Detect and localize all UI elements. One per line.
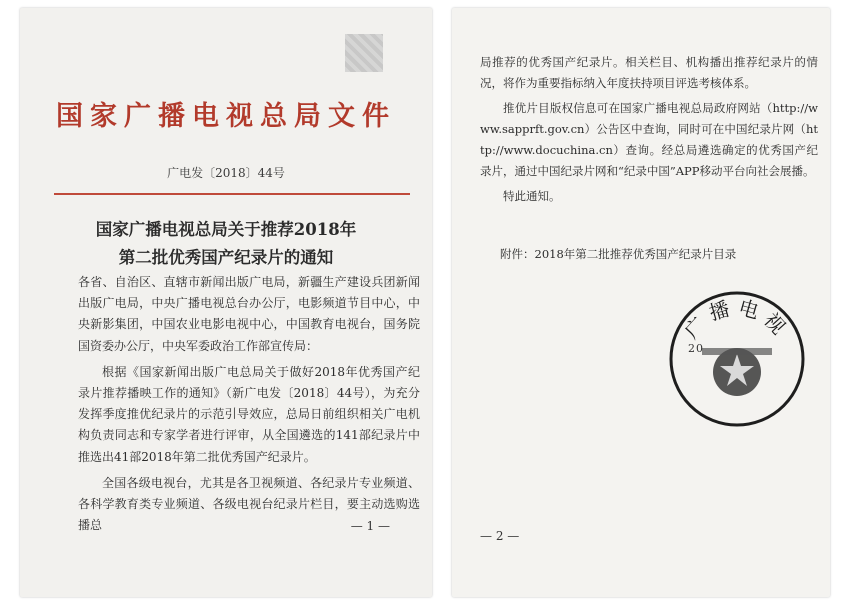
seal-emblem-icon <box>662 284 812 434</box>
document-number: 广电发〔2018〕44号 <box>167 166 285 180</box>
issue-date-partial: 20 <box>688 342 704 355</box>
document-page-2 <box>452 8 830 597</box>
document-header: 国家广播电视总局文件 <box>56 101 396 132</box>
seal-arc-text: 广播电视 <box>679 294 795 344</box>
red-divider <box>54 193 410 195</box>
official-seal <box>662 284 812 434</box>
document-page-1 <box>20 8 432 597</box>
page-number-2: — 2 — <box>480 529 520 543</box>
body-paragraph-4: 特此通知。 <box>503 189 561 203</box>
body-paragraph-1: 根据《国家新闻出版广电总局关于做好2018年优秀国产纪录片推荐播映工作的通知》（新广电发〔2018〕44号），为充分发挥季度推优纪录片的示范引导效应，总局日前组织相关广电机构负责同志和专家学者进行评审，从全国遴选的141部纪录片中推选出41部2018年第二批优秀国产纪录片。 <box>78 364 420 464</box>
attachment-line: 附件：2018年第二批推荐优秀国产纪录片目录 <box>500 247 737 261</box>
document-title <box>20 216 432 272</box>
svg-text:广播电视 <box>679 295 794 343</box>
page2-body <box>480 52 818 207</box>
redacted-stamp-area <box>345 34 383 72</box>
body-paragraph-3: 推优片目版权信息可在国家广播电视总局政府网站（http://www.sapprft.gov.cn）公告区中查询，同时可在中国纪录片网（http://www.docuchina.cn）查询。经总局遴选确定的优秀国产纪录片，通过中国纪录片网和“纪录中国”APP移动平台向社会展播。 <box>480 101 818 178</box>
body-paragraph-continued: 局推荐的优秀国产纪录片。相关栏目、机构播出推荐纪录片的情况，将作为重要指标纳入年度扶持项目评选考核体系。 <box>480 55 818 90</box>
title-line-2: 第二批优秀国产纪录片的通知 <box>118 248 334 267</box>
body-paragraph-2: 全国各级电视台，尤其是各卫视频道、各纪录片专业频道、各科学教育类专业频道、各级电视台纪录片栏目，要主动选购选播总 <box>78 475 420 533</box>
addressees-paragraph: 各省、自治区、直辖市新闻出版广电局，新疆生产建设兵团新闻出版广电局，中央广播电视总台办公厅，电影频道节目中心，中央新影集团，中国农业电影电视中心，中国教育电视台，国务院国资委办公厅，中央军委政治工作部宣传局： <box>78 275 420 353</box>
title-line-1: 国家广播电视总局关于推荐2018年 <box>95 220 357 239</box>
page1-body <box>78 272 420 536</box>
page-number-1: — 1 — <box>350 519 390 533</box>
